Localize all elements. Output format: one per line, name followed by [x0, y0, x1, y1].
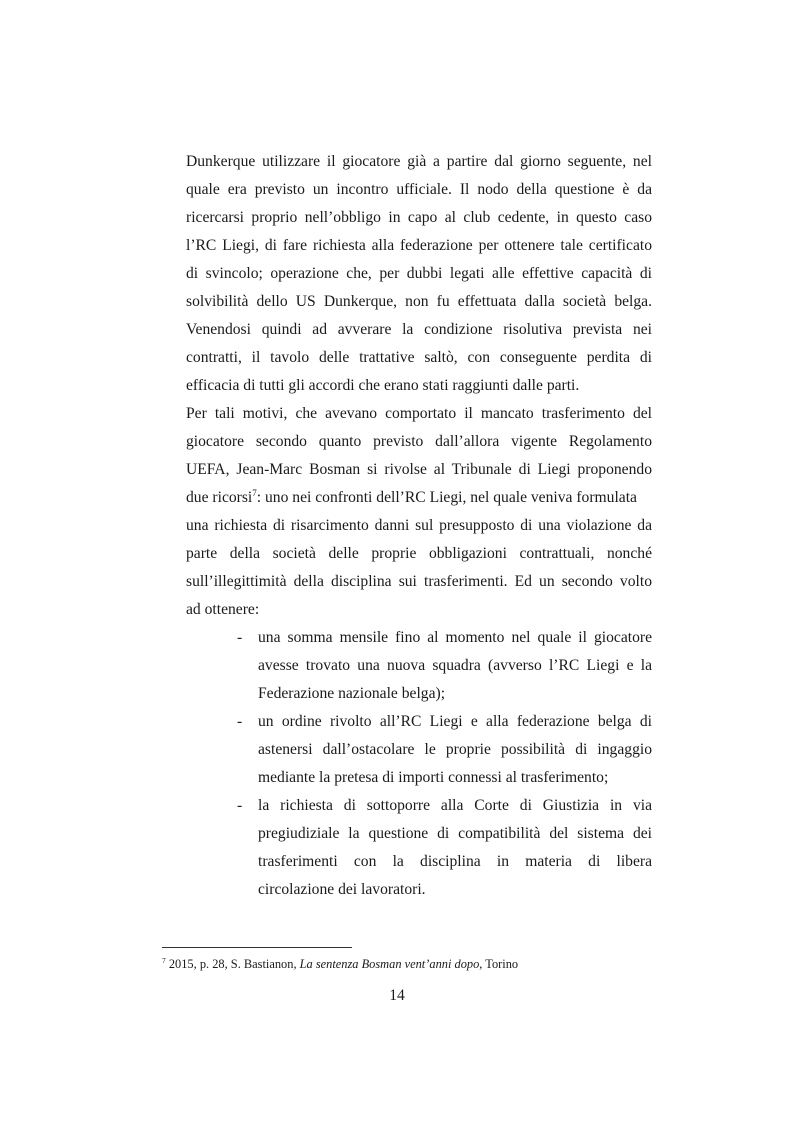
footnote-title: La sentenza Bosman vent’anni dopo,: [299, 957, 483, 971]
list-dash: -: [237, 629, 243, 646]
list-item-line: circolazione dei lavoratori.: [258, 881, 426, 898]
body-line: efficacia di tutti gli accordi che erano stati raggiunti dalle parti.: [186, 377, 580, 394]
footnote-reference[interactable]: 7: [252, 487, 257, 498]
body-line: Dunkerque utilizzare il giocatore già a partire dal giorno seguente, nel: [186, 153, 652, 170]
body-line: Venendosi quindi ad avverare la condizione risolutiva prevista nei: [186, 321, 652, 338]
list-item-line: un ordine rivolto all’RC Liegi e alla federazione belga di: [258, 713, 652, 730]
body-line: contratti, il tavolo delle trattative saltò, con conseguente perdita di: [186, 349, 652, 366]
list-item-line: Federazione nazionale belga);: [258, 685, 446, 702]
body-line: solvibilità dello US Dunkerque, non fu effettuata dalla società belga.: [186, 293, 652, 310]
body-line-with-footnote-ref: [186, 488, 652, 508]
list-item-line: la richiesta di sottoporre alla Corte di Giustizia in via: [258, 797, 652, 814]
body-text: due ricorsi: [186, 489, 253, 506]
page-number: 14: [389, 987, 405, 1004]
body-line: parte della società delle proprie obbligazioni contrattuali, nonché: [186, 545, 652, 562]
body-line: giocatore secondo quanto previsto dall’allora vigente Regolamento: [186, 433, 652, 450]
list-item-line: pregiudiziale la questione di compatibilità del sistema dei: [258, 825, 652, 842]
body-line: ad ottenere:: [186, 601, 260, 618]
list-item-line: trasferimenti con la disciplina in materia di libera: [258, 853, 652, 870]
list-dash: -: [237, 713, 243, 730]
footnote-separator: [162, 947, 352, 948]
footnote-text: 2015, p. 28, S. Bastianon,: [165, 957, 300, 971]
body-line: una richiesta di risarcimento danni sul presupposto di una violazione da: [186, 517, 652, 534]
body-line: quale era previsto un incontro ufficiale. Il nodo della questione è da: [186, 181, 652, 198]
body-line: sull’illegittimità della disciplina sui trasferimenti. Ed un secondo volto: [186, 573, 652, 590]
list-item-line: avesse trovato una nuova squadra (avverso l’RC Liegi e la: [258, 657, 652, 674]
list-dash: -: [237, 797, 243, 814]
list-item-line: mediante la pretesa di importi connessi al trasferimento;: [258, 769, 609, 786]
footnote-number: 7: [162, 955, 166, 965]
body-line: UEFA, Jean-Marc Bosman si rivolse al Tribunale di Liegi proponendo: [186, 461, 652, 478]
list-item-line: astenersi dall’ostacolare le proprie possibilità di ingaggio: [258, 741, 652, 758]
body-line: l’RC Liegi, di fare richiesta alla federazione per ottenere tale certificato: [186, 237, 652, 254]
footnote-text: Torino: [482, 957, 519, 971]
list-item-line: una somma mensile fino al momento nel quale il giocatore: [258, 629, 652, 646]
body-line: Per tali motivi, che avevano comportato il mancato trasferimento del: [186, 405, 652, 422]
footnote: [162, 956, 518, 972]
body-line: ricercarsi proprio nell’obbligo in capo al club cedente, in questo caso: [186, 209, 652, 226]
body-text: : uno nei confronti dell’RC Liegi, nel quale veniva formulata: [256, 489, 637, 506]
body-line: di svincolo; operazione che, per dubbi legati alle effettive capacità di: [186, 265, 652, 282]
